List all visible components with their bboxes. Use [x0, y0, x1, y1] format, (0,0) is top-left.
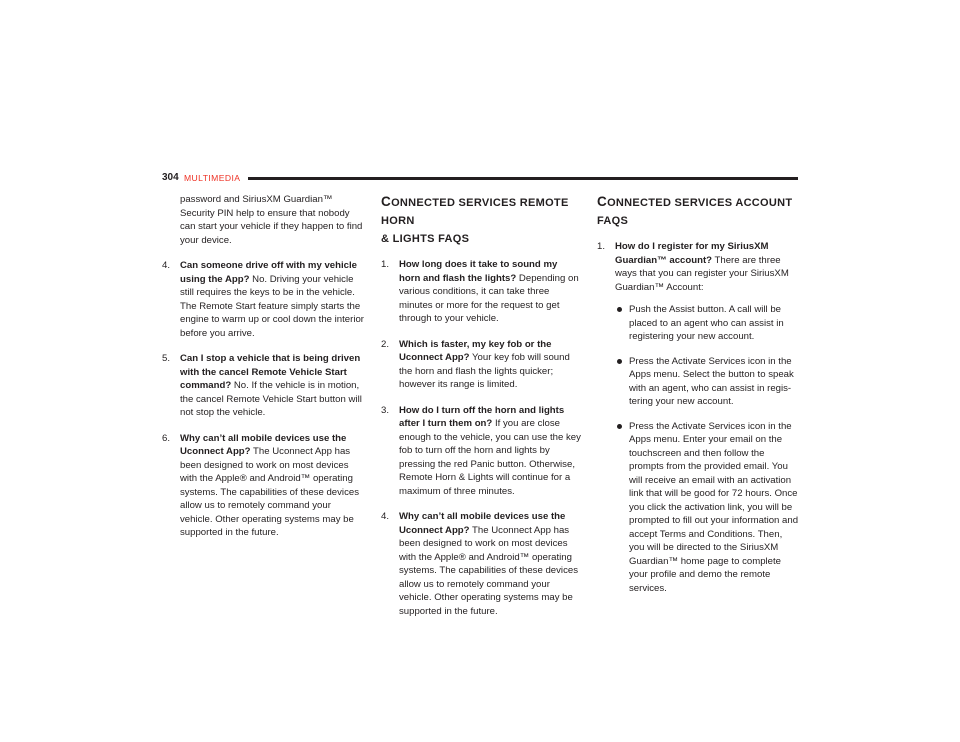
item-number: 2.: [381, 338, 390, 350]
faq-question: Can I stop a vehicle that is being driven with the cancel Remote Vehicle Start command?: [180, 353, 361, 391]
faq-item: [381, 258, 581, 326]
faq-answer: No. Driving your vehicle still requires the keys to be in the vehicle. The Remote Start feature simply starts the engine to warm up or cool down the interior before you arrive.: [180, 273, 364, 339]
faq-answer: The Uconnect App has been designed to work on most devices with the Apple® and Android™ operating systems. The capabilities of these devices allow us to remotely command your vehicle. Other operating systems may be supported in the future.: [399, 524, 578, 617]
faq-answer: Your key fob will sound the horn and flash the lights quicker; however its range is limited.: [399, 352, 570, 390]
faq-answer: No. If the vehicle is in motion, the cancel Remote Vehicle Start button will not stop the vehicle.: [180, 380, 362, 418]
section-heading-remote-horn-lights: [381, 193, 581, 248]
registration-methods-list: [615, 303, 799, 595]
item-number: 4.: [381, 511, 390, 522]
item-number: 4.: [162, 260, 171, 271]
faq-answer: There are three ways that you can register your SiriusXM Guardian™ Account:: [615, 254, 789, 293]
bullet-item: Press the Activate Services icon in the Apps menu. Enter your email on the touchscreen and then follow the prompts from the provided email. You will receive an email with an activation link that will be good for 72 hours. Once you click the activation link, you will be prompted to fill out your information and accept Terms and Conditions. Then, you will be directed to the SiriusXM Guardian™ home page to complete your profile and demo the remote services.: [615, 420, 799, 596]
header-rule: [248, 177, 798, 180]
continuation-text: password and SiriusXM Guardian™ Security PIN help to ensure that nobody can start your vehicle if they happen to find your device.: [180, 194, 363, 246]
faq-question: Why can’t all mobile devices use the Uconnect App?: [399, 511, 566, 536]
faq-question: Can someone drive off with my vehicle using the App?: [180, 260, 357, 285]
page-header: [162, 171, 798, 185]
section-heading-account-faqs: [597, 193, 799, 230]
faq-item: [381, 404, 581, 499]
section-title: MULTIMEDIA: [184, 173, 241, 183]
item-number: 6.: [162, 432, 171, 444]
column-2: [381, 193, 581, 630]
heading-line-1: CONNECTED SERVICES REMOTE HORN: [381, 194, 569, 227]
page-number: 304: [162, 172, 179, 183]
faq-question: How do I register for my SiriusXM Guardian™ account?: [615, 241, 769, 266]
bullet-item: Press the Activate Services icon in the Apps menu. Select the button to speak with an agent, who can assist in regis-tering your new account.: [615, 355, 799, 409]
faq-item: [381, 338, 581, 392]
faq-item: [162, 432, 364, 540]
faq-question: How long does it take to sound my horn and flash the lights?: [399, 259, 558, 284]
faq-question: Which is faster, my key fob or the Uconnect App?: [399, 338, 552, 363]
item-number: 3.: [381, 404, 390, 416]
faq-item: [162, 352, 364, 420]
faq-item: [381, 510, 581, 618]
column-3: [597, 193, 799, 607]
heading-line-2: & LIGHTS FAQS: [381, 233, 470, 245]
faq-item: [162, 259, 364, 340]
heading-line: CONNECTED SERVICES ACCOUNT FAQS: [597, 194, 793, 227]
item-number: 5.: [162, 353, 171, 364]
faq-answer: Depending on various conditions, it can take three minutes or more for the request to get through to your vehicle.: [399, 272, 579, 324]
faq-answer: The Uconnect App has been designed to work on most devices with the Apple® and Android™ operating systems. The capabilities of these devices allow us to remotely command your vehicle. Other operating systems may be supported in the future.: [180, 446, 359, 538]
faq-question: Why can’t all mobile devices use the Uconnect App?: [180, 432, 347, 457]
bullet-item: Push the Assist button. A call will be placed to an agent who can assist in registering your new account.: [615, 303, 799, 344]
item-number: 1.: [597, 241, 606, 252]
faq-item: [597, 240, 799, 595]
column-1: [162, 193, 364, 552]
item-number: 1.: [381, 259, 390, 270]
faq-answer: If you are close enough to the vehicle, you can use the key fob to turn off the horn and lights by pressing the red Panic button. Otherwise, Remote Horn & Lights will continue for a maximum of three minutes.: [399, 418, 581, 497]
faq-question: How do I turn off the horn and lights after I turn them on?: [399, 404, 565, 429]
